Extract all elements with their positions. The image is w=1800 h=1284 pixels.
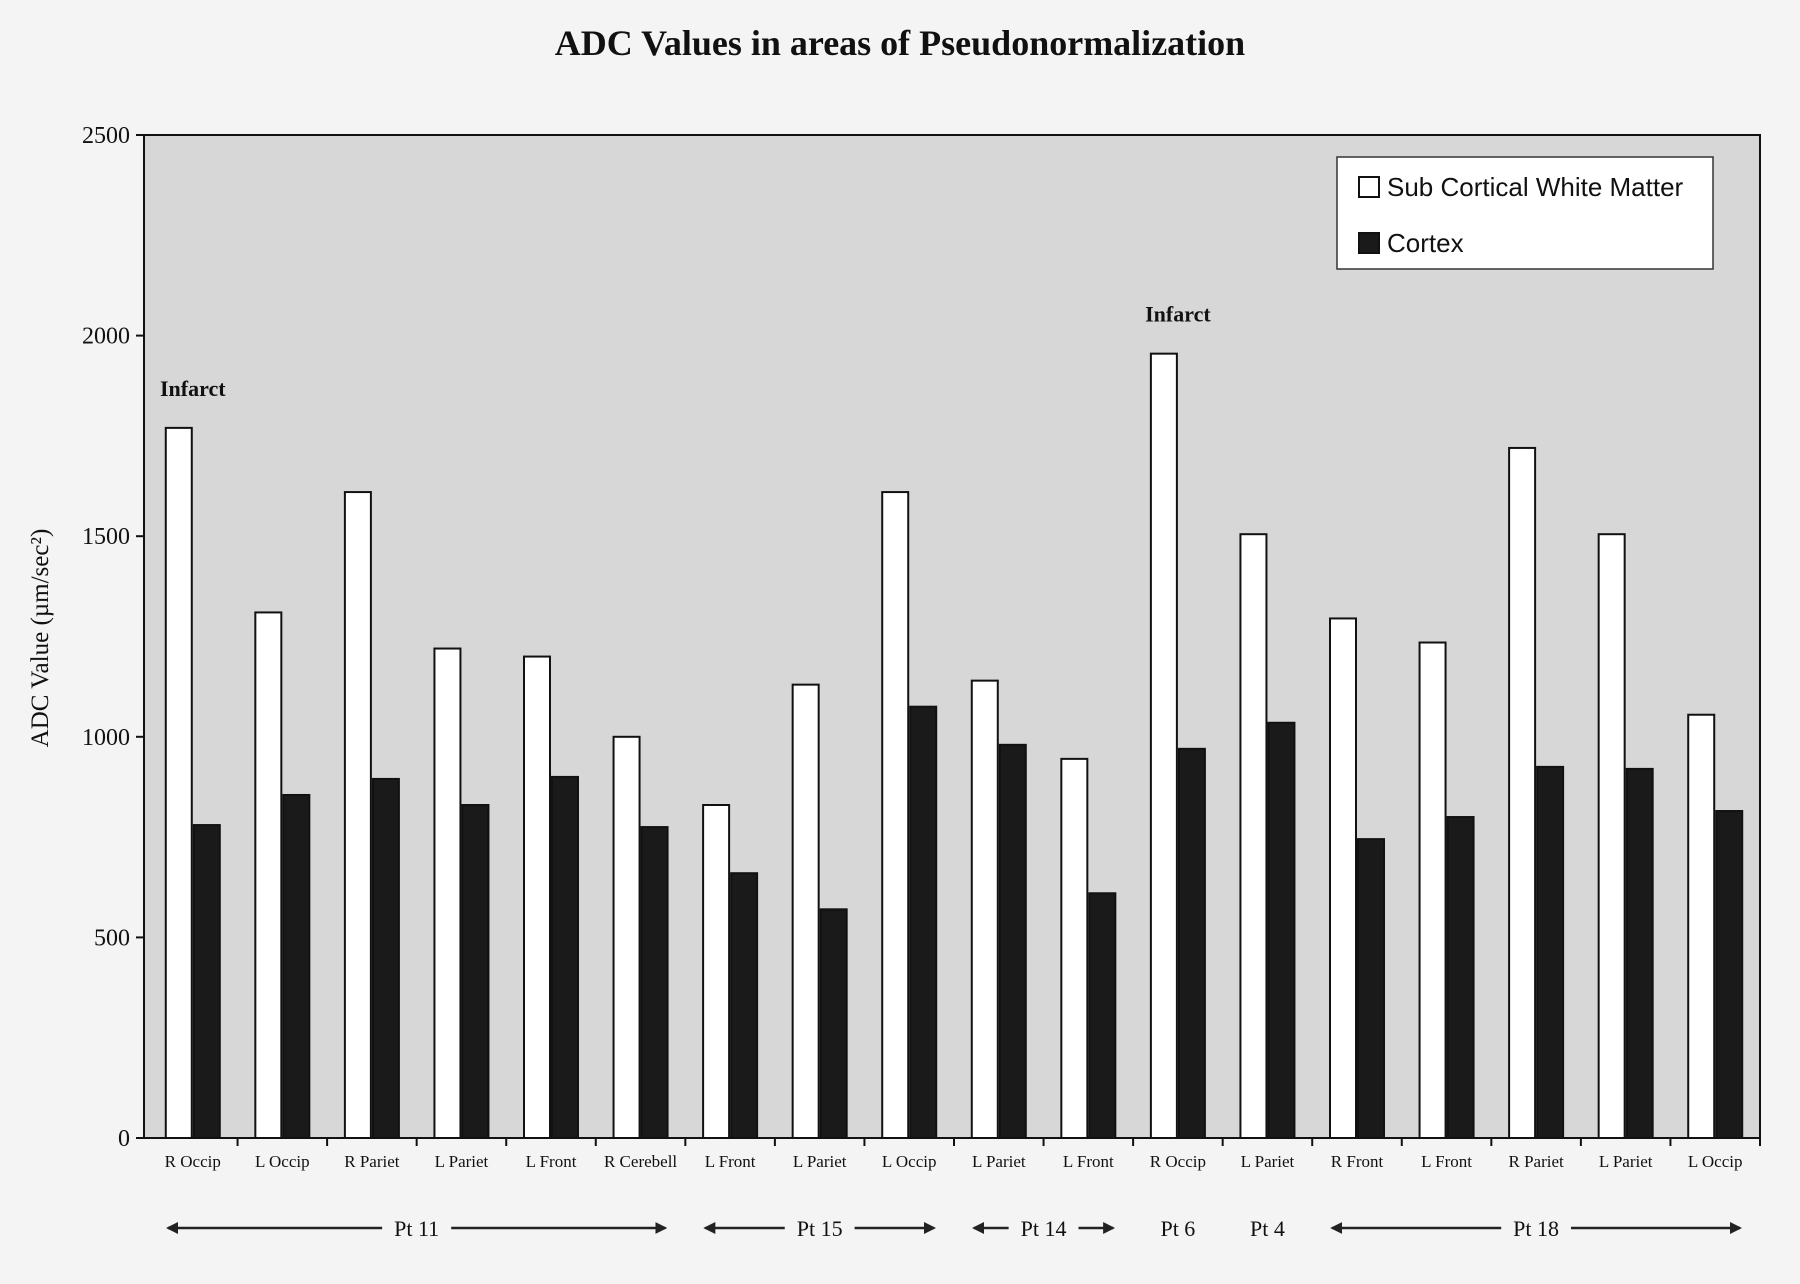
infarct-annotation: Infarct <box>1145 301 1211 327</box>
x-category-label: L Pariet <box>1240 1152 1295 1171</box>
x-category-label: R Front <box>1330 1152 1384 1171</box>
bar-white-matter <box>1330 618 1356 1138</box>
patient-group-label: Pt 6 <box>1160 1216 1196 1241</box>
x-category-label: L Pariet <box>792 1152 847 1171</box>
x-category-label: L Pariet <box>971 1152 1026 1171</box>
bar-cortex <box>1716 811 1742 1138</box>
bar-cortex <box>552 777 578 1138</box>
bar-white-matter <box>255 612 281 1138</box>
bar-white-matter <box>614 737 640 1138</box>
y-tick-label: 0 <box>118 1126 130 1152</box>
patient-group-label: Pt 11 <box>394 1216 440 1241</box>
x-category-label: L Front <box>1062 1152 1114 1171</box>
bar-cortex <box>731 873 757 1138</box>
chart-title: ADC Values in areas of Pseudonormalization <box>554 23 1246 63</box>
bar-cortex <box>1179 749 1205 1138</box>
legend-swatch-white-matter <box>1359 177 1379 197</box>
infarct-annotation: Infarct <box>159 375 226 401</box>
y-tick-label: 1500 <box>82 524 130 551</box>
x-category-label: R Pariet <box>344 1152 400 1171</box>
bar-white-matter <box>166 428 192 1138</box>
y-tick-label: 2500 <box>82 123 130 149</box>
x-category-label: R Occip <box>1149 1152 1206 1171</box>
x-category-label: L Front <box>704 1152 756 1171</box>
bar-cortex <box>1089 893 1115 1138</box>
x-category-label: L Front <box>525 1152 577 1171</box>
bar-cortex <box>1358 839 1384 1138</box>
bar-white-matter <box>1599 534 1625 1138</box>
y-axis <box>82 123 144 1152</box>
bar-white-matter <box>434 649 460 1138</box>
x-category-label: R Cerebell <box>603 1152 678 1171</box>
x-axis <box>144 1138 1760 1171</box>
bar-cortex <box>1000 745 1026 1138</box>
patient-group-label: Pt 15 <box>796 1216 843 1241</box>
y-tick-label: 500 <box>94 925 130 952</box>
bar-white-matter <box>793 685 819 1138</box>
y-tick-label: 2000 <box>82 323 130 350</box>
bar-white-matter <box>1420 643 1446 1138</box>
bar-cortex <box>821 909 847 1138</box>
legend-label: Sub Cortical White Matter <box>1387 172 1684 202</box>
bar-cortex <box>373 779 399 1138</box>
bar-white-matter <box>703 805 729 1138</box>
patient-group-label: Pt 4 <box>1250 1216 1285 1241</box>
bar-white-matter <box>345 492 371 1138</box>
x-category-label: L Front <box>1421 1152 1472 1171</box>
x-category-label: R Occip <box>164 1152 221 1171</box>
bar-white-matter <box>1151 354 1177 1138</box>
bar-white-matter <box>524 657 550 1138</box>
bar-cortex <box>462 805 488 1138</box>
bar-cortex <box>642 827 668 1138</box>
x-category-label: L Pariet <box>1598 1152 1653 1171</box>
bar-cortex <box>1627 769 1653 1138</box>
x-category-label: R Pariet <box>1508 1152 1564 1171</box>
bar-cortex <box>1448 817 1474 1138</box>
x-category-label: L Occip <box>255 1152 310 1171</box>
patient-group-label: Pt 14 <box>1020 1216 1067 1241</box>
bar-cortex <box>910 707 936 1138</box>
x-category-label: L Pariet <box>434 1152 489 1171</box>
legend-swatch-cortex <box>1359 233 1379 253</box>
bar-cortex <box>1537 767 1563 1138</box>
x-category-label: L Occip <box>1687 1152 1743 1171</box>
legend-label: Cortex <box>1387 228 1464 258</box>
bar-cortex <box>283 795 309 1138</box>
y-tick-label: 1000 <box>82 724 130 751</box>
bar-white-matter <box>1509 448 1535 1138</box>
x-category-label: L Occip <box>881 1152 937 1171</box>
bar-cortex <box>194 825 220 1138</box>
legend <box>1337 157 1713 269</box>
patient-groups <box>168 1216 1740 1241</box>
bar-white-matter <box>1240 534 1266 1138</box>
y-axis-label: ADC Value (µm/sec²) <box>27 528 54 748</box>
bar-white-matter <box>882 492 908 1138</box>
patient-group-label: Pt 18 <box>1513 1216 1560 1241</box>
bar-white-matter <box>1061 759 1087 1138</box>
bar-cortex <box>1268 723 1294 1138</box>
bar-white-matter <box>972 681 998 1138</box>
bar-white-matter <box>1688 715 1714 1138</box>
